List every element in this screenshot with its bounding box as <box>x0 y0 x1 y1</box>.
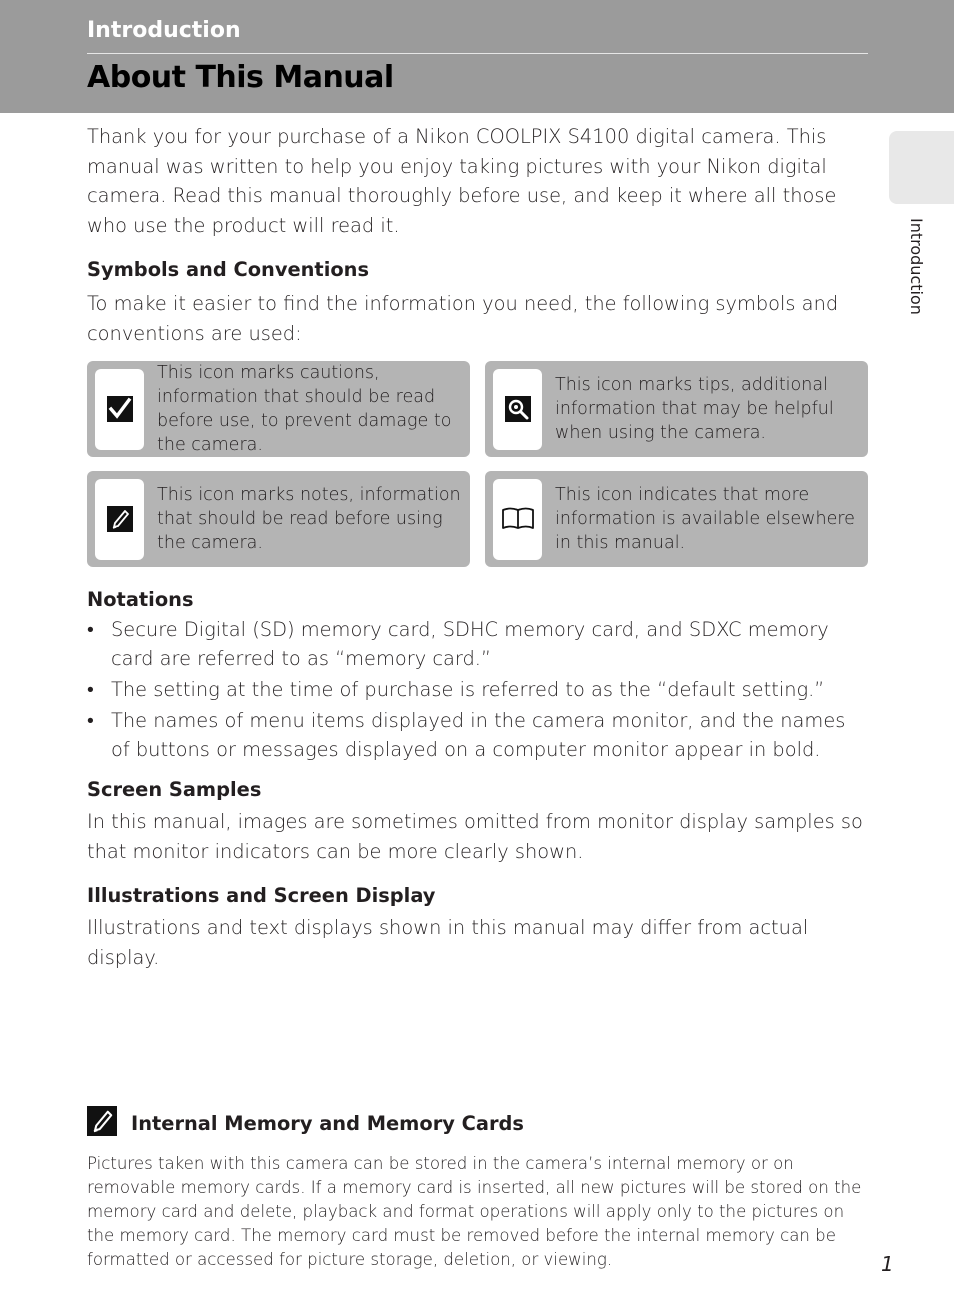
chapter-tab-label: Introduction <box>907 218 926 315</box>
symbol-card-reference <box>485 471 868 567</box>
symbol-card-notes <box>87 471 470 567</box>
book-reference-icon <box>501 506 535 532</box>
note-pencil-icon <box>87 1106 117 1136</box>
caution-check-icon <box>107 396 133 422</box>
header-divider <box>87 53 868 54</box>
tips-magnifier-icon <box>505 396 531 422</box>
notations-list <box>87 615 865 764</box>
screen-samples-heading: Screen Samples <box>87 778 262 801</box>
illustrations-text: Illustrations and text displays shown in this manual may differ from actual display. <box>87 916 809 969</box>
symbols-heading: Symbols and Conventions <box>87 258 370 281</box>
note-pencil-icon <box>107 506 133 532</box>
symbols-grid <box>87 361 865 567</box>
page-title: About This Manual <box>87 60 394 95</box>
list-item: • The setting at the time of purchase is referred to as the “default setting.” <box>87 678 825 701</box>
list-item: • The names of menu items displayed in the camera monitor, and the names of buttons or messages displayed on a computer monitor appear in bold. <box>87 709 846 761</box>
note-heading: Internal Memory and Memory Cards <box>131 1112 524 1135</box>
note-text: Pictures taken with this camera can be stored in the camera’s internal memory or on removable memory cards. If a memory card is inserted, all new pictures will be stored on the memory card and delete, playback and format operations will apply only to the pictures on the memory card. The memory card must be removed before the internal memory can be formatted or accessed for picture storage, deletion, or viewing. <box>87 1154 862 1269</box>
screen-samples-text: In this manual, images are sometimes omitted from monitor display samples so that monitor indicators can be more clearly shown. <box>87 810 863 863</box>
intro-paragraph: Thank you for your purchase of a Nikon COOLPIX S4100 digital camera. This manual was written to help you enjoy taking pictures with your Nikon digital camera. Read this manual thoroughly before use, and keep it where all those who use the product will read it. <box>87 125 837 237</box>
page-number: 1 <box>881 1252 894 1276</box>
symbol-text-tips: This icon marks tips, additional information that may be helpful when using the camera. <box>555 375 834 443</box>
symbol-card-caution <box>87 361 470 457</box>
notations-heading: Notations <box>87 588 194 611</box>
section-name: Introduction <box>87 18 241 43</box>
main-content <box>87 122 865 972</box>
list-item: • Secure Digital (SD) memory card, SDHC memory card, and SDXC memory card are referred to as “memory card.” <box>87 618 829 670</box>
symbol-text-caution: This icon marks cautions, information that should be read before use, to prevent damage to the camera. <box>157 363 452 455</box>
memory-note <box>87 1100 865 1272</box>
illustrations-heading: Illustrations and Screen Display <box>87 884 436 907</box>
symbol-card-tips <box>485 361 868 457</box>
symbol-text-notes: This icon marks notes, information that should be read before using the camera. <box>157 485 461 553</box>
page-header <box>0 0 954 113</box>
symbols-text: To make it easier to find the information you need, the following symbols and conventions are used: <box>87 292 839 345</box>
symbol-text-reference: This icon indicates that more information is available elsewhere in this manual. <box>555 485 855 553</box>
chapter-tab <box>889 131 954 204</box>
